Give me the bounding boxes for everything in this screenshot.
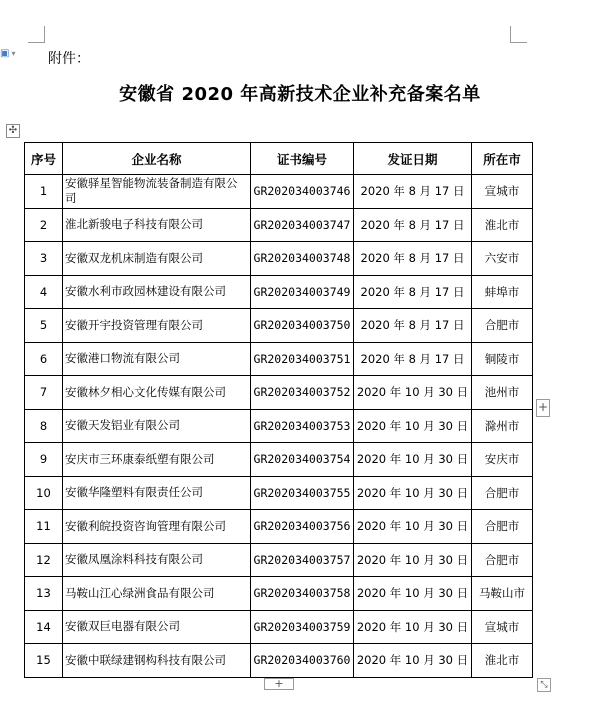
cell-company-name: 安徽天发铝业有限公司 [63, 409, 251, 443]
cell-issue-date: 2020 年 10 月 30 日 [354, 409, 472, 443]
insert-column-plus-icon[interactable]: + [264, 678, 294, 690]
cell-index: 6 [25, 342, 63, 376]
cell-company-name: 安徽林夕相心文化传媒有限公司 [63, 376, 251, 410]
page-corner-mark-top-right [510, 26, 527, 43]
cell-certificate-number: GR202034003760 [251, 644, 354, 678]
cell-certificate-number: GR202034003746 [251, 175, 354, 209]
table-row [25, 409, 533, 443]
table-header-row [25, 143, 533, 175]
cell-certificate-number: GR202034003751 [251, 342, 354, 376]
cell-company-name: 安徽凤凰涂料科技有限公司 [63, 543, 251, 577]
cell-company-name: 安徽开宇投资管理有限公司 [63, 309, 251, 343]
cell-certificate-number: GR202034003747 [251, 208, 354, 242]
cell-issue-date: 2020 年 10 月 30 日 [354, 476, 472, 510]
cell-company-name: 安徽港口物流有限公司 [63, 342, 251, 376]
cell-index: 4 [25, 275, 63, 309]
cell-city: 马鞍山市 [472, 577, 533, 611]
cell-issue-date: 2020 年 10 月 30 日 [354, 610, 472, 644]
cell-index: 14 [25, 610, 63, 644]
cell-issue-date: 2020 年 10 月 30 日 [354, 543, 472, 577]
header-company-name: 企业名称 [63, 143, 251, 175]
table-row [25, 175, 533, 209]
table-row [25, 510, 533, 544]
cell-company-name: 安徽水利市政园林建设有限公司 [63, 275, 251, 309]
table-row [25, 443, 533, 477]
cell-certificate-number: GR202034003758 [251, 577, 354, 611]
cell-index: 3 [25, 242, 63, 276]
cell-index: 5 [25, 309, 63, 343]
cell-city: 蚌埠市 [472, 275, 533, 309]
cell-certificate-number: GR202034003748 [251, 242, 354, 276]
cell-city: 淮北市 [472, 644, 533, 678]
cell-city: 淮北市 [472, 208, 533, 242]
cell-index: 11 [25, 510, 63, 544]
cell-company-name: 安徽双巨电器有限公司 [63, 610, 251, 644]
header-issue-date: 发证日期 [354, 143, 472, 175]
cell-issue-date: 2020 年 10 月 30 日 [354, 510, 472, 544]
table-row [25, 644, 533, 678]
cell-issue-date: 2020 年 10 月 30 日 [354, 376, 472, 410]
cell-issue-date: 2020 年 10 月 30 日 [354, 443, 472, 477]
cell-city: 滁州市 [472, 409, 533, 443]
table-row [25, 476, 533, 510]
cell-index: 15 [25, 644, 63, 678]
attachment-label: 附件： [48, 51, 90, 67]
table-resize-handle-icon[interactable]: ⤡ [537, 678, 551, 692]
cell-company-name: 淮北新骏电子科技有限公司 [63, 208, 251, 242]
cell-index: 13 [25, 577, 63, 611]
header-index: 序号 [25, 143, 63, 175]
cell-city: 宣城市 [472, 610, 533, 644]
cell-city: 宣城市 [472, 175, 533, 209]
cell-certificate-number: GR202034003754 [251, 443, 354, 477]
table-row [25, 242, 533, 276]
header-city: 所在市 [472, 143, 533, 175]
cell-certificate-number: GR202034003759 [251, 610, 354, 644]
cell-company-name: 安徽利皖投资咨询管理有限公司 [63, 510, 251, 544]
cell-city: 合肥市 [472, 510, 533, 544]
cell-city: 安庆市 [472, 443, 533, 477]
cell-issue-date: 2020 年 8 月 17 日 [354, 208, 472, 242]
insert-row-plus-icon[interactable]: + [536, 399, 550, 417]
doc-icon: ▣ [0, 48, 10, 59]
table-row [25, 610, 533, 644]
cell-certificate-number: GR202034003749 [251, 275, 354, 309]
cell-issue-date: 2020 年 8 月 17 日 [354, 342, 472, 376]
table-row [25, 577, 533, 611]
cell-city: 铜陵市 [472, 342, 533, 376]
header-certificate-number: 证书编号 [251, 143, 354, 175]
cell-certificate-number: GR202034003756 [251, 510, 354, 544]
cell-issue-date: 2020 年 8 月 17 日 [354, 242, 472, 276]
cell-index: 12 [25, 543, 63, 577]
cell-issue-date: 2020 年 8 月 17 日 [354, 175, 472, 209]
cell-company-name: 安庆市三环康泰纸塑有限公司 [63, 443, 251, 477]
cell-index: 2 [25, 208, 63, 242]
cell-index: 9 [25, 443, 63, 477]
cell-certificate-number: GR202034003755 [251, 476, 354, 510]
cell-certificate-number: GR202034003752 [251, 376, 354, 410]
table-row [25, 543, 533, 577]
record-table [24, 142, 533, 678]
document-icon[interactable] [0, 48, 15, 59]
table-row [25, 275, 533, 309]
cell-issue-date: 2020 年 8 月 17 日 [354, 309, 472, 343]
cell-certificate-number: GR202034003757 [251, 543, 354, 577]
cell-city: 合肥市 [472, 309, 533, 343]
cell-issue-date: 2020 年 8 月 17 日 [354, 275, 472, 309]
dropdown-arrow-icon: ▾ [11, 49, 16, 58]
cell-certificate-number: GR202034003750 [251, 309, 354, 343]
cell-company-name: 安徽华隆塑料有限责任公司 [63, 476, 251, 510]
cell-company-name: 安徽中联绿建钢构科技有限公司 [63, 644, 251, 678]
cell-city: 六安市 [472, 242, 533, 276]
cell-certificate-number: GR202034003753 [251, 409, 354, 443]
cell-company-name: 安徽驿星智能物流装备制造有限公司 [63, 175, 251, 209]
table-row [25, 376, 533, 410]
document-title: 安徽省 2020 年高新技术企业补充备案名单 [119, 84, 481, 105]
cell-company-name: 马鞍山江心绿洲食品有限公司 [63, 577, 251, 611]
table-row [25, 208, 533, 242]
cell-issue-date: 2020 年 10 月 30 日 [354, 644, 472, 678]
cell-index: 8 [25, 409, 63, 443]
table-row [25, 342, 533, 376]
table-move-handle-icon[interactable]: ✣ [6, 124, 20, 138]
cell-index: 7 [25, 376, 63, 410]
cell-index: 1 [25, 175, 63, 209]
table-row [25, 309, 533, 343]
cell-city: 合肥市 [472, 476, 533, 510]
page-corner-mark-top-left [28, 26, 45, 43]
cell-city: 池州市 [472, 376, 533, 410]
cell-city: 合肥市 [472, 543, 533, 577]
cell-index: 10 [25, 476, 63, 510]
cell-issue-date: 2020 年 10 月 30 日 [354, 577, 472, 611]
cell-company-name: 安徽双龙机床制造有限公司 [63, 242, 251, 276]
